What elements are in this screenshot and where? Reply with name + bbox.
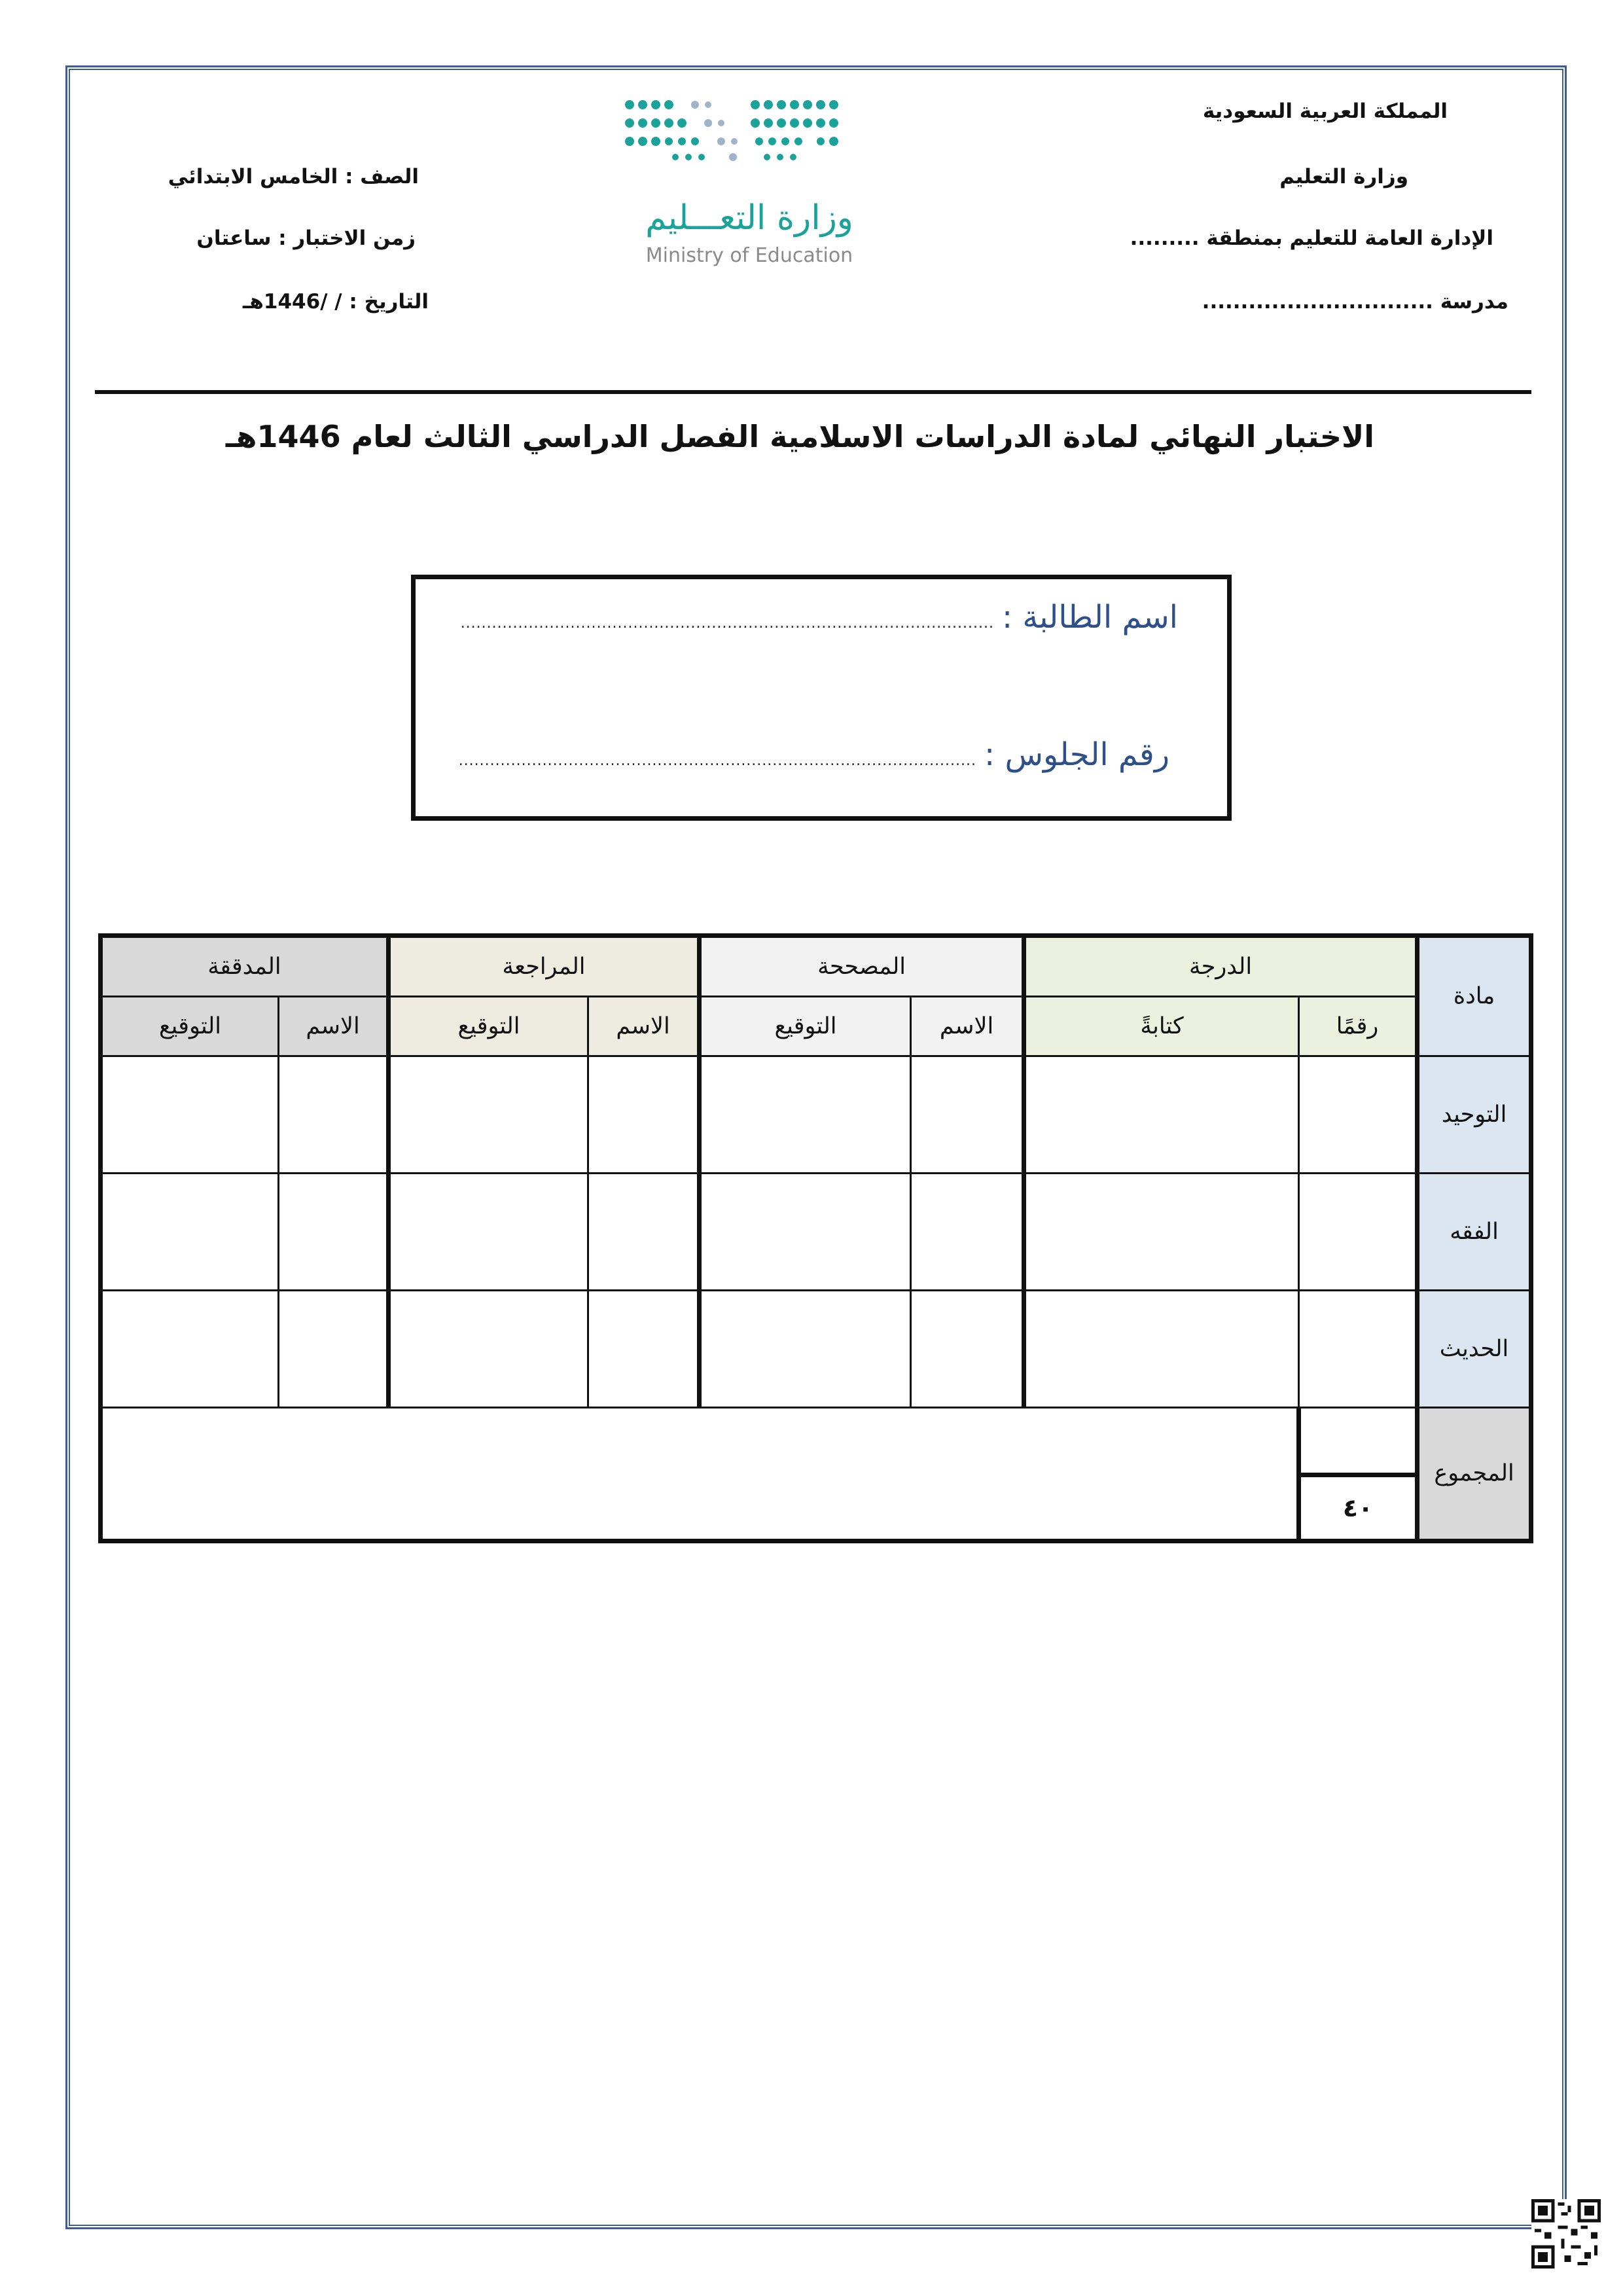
grades-table	[98, 933, 1533, 1543]
header-kingdom: المملكة العربية السعودية	[1202, 99, 1448, 123]
reviewer-signature-cell[interactable]	[389, 1290, 588, 1407]
student-name-label: اسم الطالبة :	[1002, 599, 1178, 636]
logo-english: Ministry of Education	[645, 244, 853, 267]
corrector-name-cell[interactable]	[911, 1290, 1024, 1407]
total-label: المجموع	[1418, 1407, 1531, 1541]
auditor-signature-cell[interactable]	[101, 1290, 279, 1407]
grade-written-cell[interactable]	[1024, 1056, 1299, 1173]
auditor-signature-cell[interactable]	[101, 1056, 279, 1173]
corrector-signature-cell[interactable]	[700, 1056, 911, 1173]
logo-arabic: وزارة التعـــليم	[645, 198, 853, 238]
subject-hadith: الحديث	[1418, 1290, 1531, 1407]
subheader-auditor-name: الاسم	[279, 997, 389, 1056]
student-name-field[interactable]: ......................................................................................................	[460, 615, 994, 632]
header-date: التاريخ : / /1446هـ	[242, 290, 429, 314]
subject-fiqh: الفقه	[1418, 1173, 1531, 1290]
header-divider	[95, 390, 1531, 394]
subheader-auditor-signature: التوقيع	[101, 997, 279, 1056]
subheader-corrector-name: الاسم	[911, 997, 1024, 1056]
subject-header: مادة	[1418, 936, 1531, 1056]
corrector-name-cell[interactable]	[911, 1173, 1024, 1290]
header-grade: الصف : الخامس الابتدائي	[168, 165, 419, 188]
table-row	[101, 1173, 1531, 1290]
table-header-row	[101, 936, 1531, 997]
subheader-written: كتابةً	[1024, 997, 1299, 1056]
header-administration: الإدارة العامة للتعليم بمنطقة .........	[1130, 226, 1493, 250]
reviewer-signature-cell[interactable]	[389, 1056, 588, 1173]
header-ministry: وزارة التعليم	[1279, 165, 1408, 188]
ministry-logo-icon	[622, 98, 870, 275]
grade-written-cell[interactable]	[1024, 1173, 1299, 1290]
subheader-corrector-signature: التوقيع	[700, 997, 911, 1056]
reviewer-name-cell[interactable]	[588, 1173, 700, 1290]
seat-number-label: رقم الجلوس :	[984, 736, 1169, 773]
group-header-grade: الدرجة	[1024, 936, 1418, 997]
header-duration: زمن الاختبار : ساعتان	[196, 226, 416, 250]
auditor-signature-cell[interactable]	[101, 1173, 279, 1290]
auditor-name-cell[interactable]	[279, 1173, 389, 1290]
corrector-signature-cell[interactable]	[700, 1173, 911, 1290]
reviewer-name-cell[interactable]	[588, 1056, 700, 1173]
subject-tawheed: التوحيد	[1418, 1056, 1531, 1173]
header-school: مدرسة ..............................	[1202, 290, 1508, 314]
corrector-signature-cell[interactable]	[700, 1290, 911, 1407]
group-header-corrector: المصححة	[700, 936, 1024, 997]
student-info-box	[411, 575, 1232, 821]
auditor-name-cell[interactable]	[279, 1290, 389, 1407]
page-title: الاختبار النهائي لمادة الدراسات الاسلامية الفصل الدراسي الثالث لعام 1446هـ	[225, 419, 1374, 454]
reviewer-name-cell[interactable]	[588, 1290, 700, 1407]
grade-numeric-cell[interactable]	[1299, 1290, 1418, 1407]
table-subheader-row	[101, 997, 1531, 1056]
grade-written-cell[interactable]	[1024, 1290, 1299, 1407]
total-score-cell[interactable]	[1299, 1407, 1418, 1475]
seat-number-field[interactable]: ...................................................................................................	[458, 753, 977, 769]
grade-numeric-cell[interactable]	[1299, 1173, 1418, 1290]
grade-numeric-cell[interactable]	[1299, 1056, 1418, 1173]
auditor-name-cell[interactable]	[279, 1056, 389, 1173]
qr-code-icon	[1531, 2199, 1601, 2269]
total-row-top	[101, 1407, 1531, 1475]
subheader-numeric: رقمًا	[1299, 997, 1418, 1056]
table-row	[101, 1056, 1531, 1173]
group-header-reviewer: المراجعة	[389, 936, 700, 997]
total-max-score: ٤٠	[1299, 1475, 1418, 1541]
group-header-auditor: المدققة	[101, 936, 389, 997]
subheader-reviewer-name: الاسم	[588, 997, 700, 1056]
subheader-reviewer-signature: التوقيع	[389, 997, 588, 1056]
reviewer-signature-cell[interactable]	[389, 1173, 588, 1290]
corrector-name-cell[interactable]	[911, 1056, 1024, 1173]
total-notes-cell[interactable]	[101, 1407, 1299, 1541]
table-row	[101, 1290, 1531, 1407]
